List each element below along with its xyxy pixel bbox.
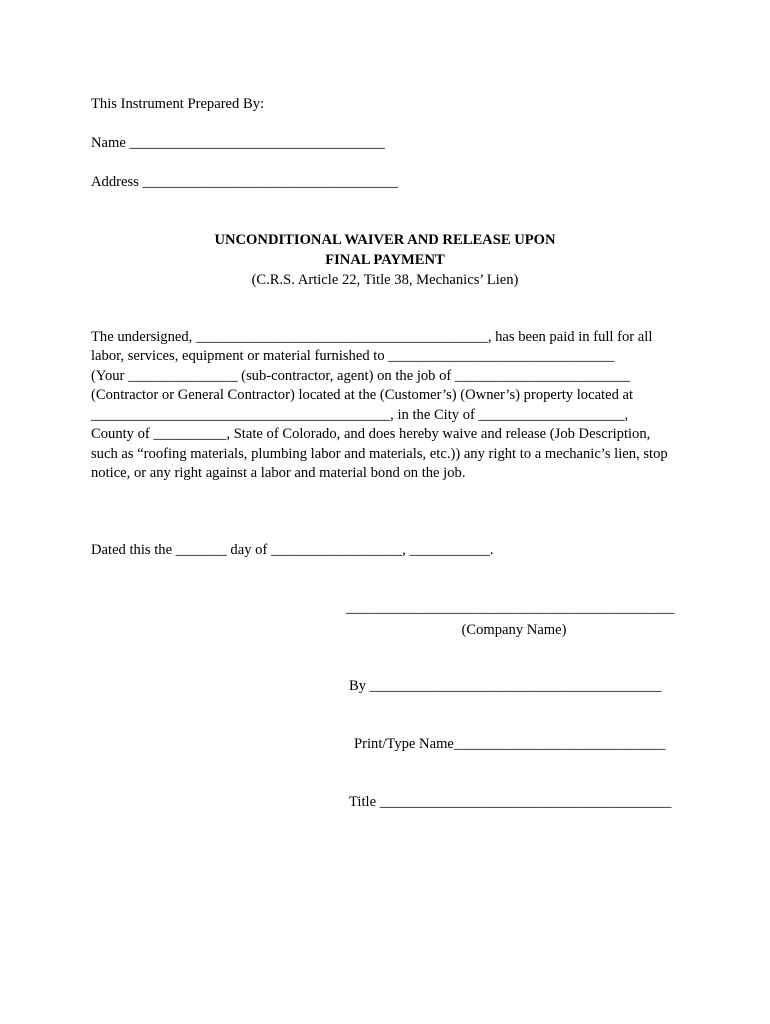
dated-line: Dated this the _______ day of __________________, ___________. [91, 542, 494, 558]
body-line: _________________________________________, in the City of ____________________, [91, 407, 629, 423]
body-line: (Contractor or General Contractor) located at the (Customer’s) (Owner’s) property located at [91, 387, 634, 403]
signer-title-line: Title ________________________________________ [349, 794, 672, 810]
document-title-line-2: FINAL PAYMENT [325, 252, 445, 268]
document-subtitle: (C.R.S. Article 22, Title 38, Mechanics’ Lien) [251, 272, 519, 288]
print-type-name-line: Print/Type Name_____________________________ [354, 736, 666, 752]
body-line: notice, or any right against a labor and material bond on the job. [91, 465, 466, 481]
preparer-address-line: Address ___________________________________ [91, 174, 398, 190]
signed-by-line: By ________________________________________ [349, 678, 662, 694]
body-line: The undersigned, ________________________________________, has been paid in full for all [91, 329, 653, 345]
body-line: (Your _______________ (sub-contractor, agent) on the job of ________________________ [91, 368, 631, 384]
preparer-name-line: Name ___________________________________ [91, 135, 385, 151]
company-name-label: (Company Name) [461, 622, 567, 638]
document-title-line-1: UNCONDITIONAL WAIVER AND RELEASE UPON [214, 232, 556, 248]
body-line: labor, services, equipment or material furnished to _______________________________ [91, 348, 615, 364]
body-line: County of __________, State of Colorado, and does hereby waive and release (Job Description, [91, 426, 651, 442]
prepared-by-heading: This Instrument Prepared By: [91, 96, 265, 112]
body-line: such as “roofing materials, plumbing labor and materials, etc.)) any right to a mechanic’s lien, stop [91, 446, 668, 462]
company-name-line: _____________________________________________ [346, 600, 675, 616]
